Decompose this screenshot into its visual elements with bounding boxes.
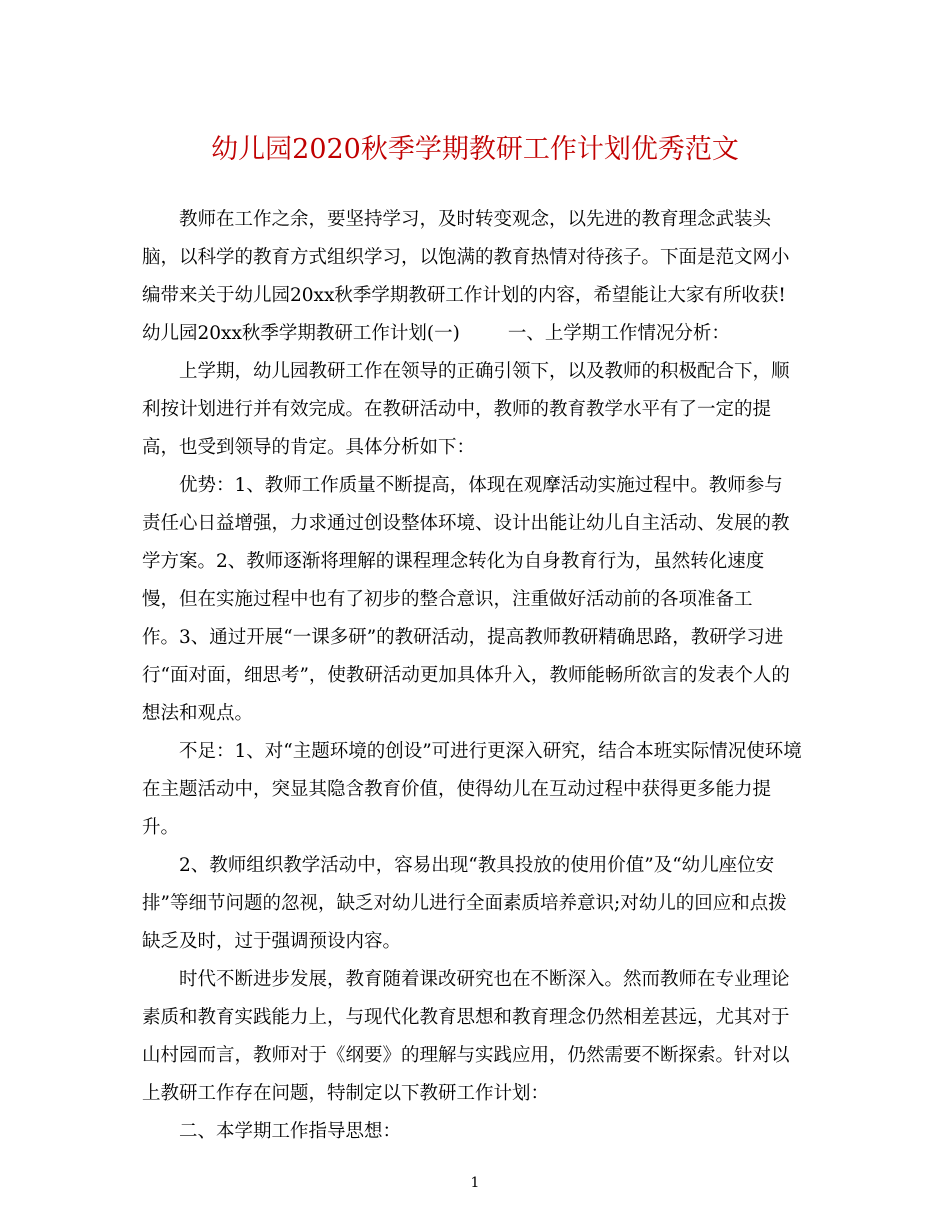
paragraph-line: 作。3、通过开展“一课多研”的教研活动，提高教师教研精确思路，教研学习进 — [142, 627, 784, 648]
paragraph-line: 2、教师组织教学活动中，容易出现“教具投放的使用价值”及“幼儿座位安 — [142, 855, 775, 876]
paragraph-line: 缺乏及时，过于强调预设内容。 — [142, 931, 402, 952]
paragraph-line: 编带来关于幼儿园20xx秋季学期教研工作计划的内容，希望能让大家有所收获! — [142, 285, 786, 306]
paragraph-line: 素质和教育实践能力上，与现代化教育思想和教育理念仍然相差甚远，尤其对于 — [142, 1007, 790, 1028]
paragraph-line: 山村园而言，教师对于《纲要》的理解与实践应用，仍然需要不断探索。针对以 — [142, 1045, 790, 1066]
paragraph-line: 时代不断进步发展，教育随着课改研究也在不断深入。然而教师在专业理论 — [142, 969, 790, 990]
paragraph-line: 二、本学期工作指导思想： — [142, 1121, 402, 1142]
paragraph-line: 脑，以科学的教育方式组织学习，以饱满的教育热情对待孩子。下面是范文网小 — [142, 247, 790, 268]
paragraph-line: 利按计划进行并有效完成。在教研活动中，教师的教育教学水平有了一定的提 — [142, 399, 772, 420]
paragraph-line: 想法和观点。 — [142, 703, 254, 724]
section-heading: 一、上学期工作情况分析： — [507, 323, 730, 344]
paragraph-line: 上教研工作存在问题，特制定以下教研工作计划： — [142, 1083, 550, 1104]
paragraph-line: 责任心日益增强，力求通过创设整体环境、设计出能让幼儿自主活动、发展的教 — [142, 513, 790, 534]
page-number: 1 — [470, 1175, 480, 1191]
paragraph-line: 学方案。2、教师逐渐将理解的课程理念转化为自身教育行为，虽然转化速度 — [142, 551, 765, 572]
paragraph-line: 上学期，幼儿园教研工作在领导的正确引领下，以及教师的积极配合下，顺 — [142, 361, 790, 382]
paragraph-line: 教师在工作之余，要坚持学习，及时转变观念，以先进的教育理念武装头 — [142, 209, 772, 230]
plan-heading: 幼儿园20xx秋季学期教研工作计划(一) — [142, 323, 460, 344]
paragraph-line: 排”等细节问题的忽视，缺乏对幼儿进行全面素质培养意识;对幼儿的回应和点拨 — [142, 893, 787, 914]
paragraph-line: 高，也受到领导的肯定。具体分析如下： — [142, 437, 476, 458]
document-title: 幼儿园2020秋季学期教研工作计划优秀范文 — [211, 134, 739, 165]
section-heading-line — [142, 322, 730, 346]
paragraph-line: 升。 — [142, 817, 180, 838]
paragraph-line: 优势：1、教师工作质量不断提高，体现在观摩活动实施过程中。教师参与 — [142, 475, 783, 496]
paragraph-line: 行“面对面，细思考”，使教研活动更加具体升入，教师能畅所欲言的发表个人的 — [142, 665, 790, 686]
paragraph-line: 在主题活动中，突显其隐含教育价值，使得幼儿在互动过程中获得更多能力提 — [142, 779, 772, 800]
paragraph-line: 不足：1、对“主题环境的创设”可进行更深入研究，结合本班实际情况使环境 — [142, 741, 802, 762]
paragraph-line: 慢，但在实施过程中也有了初步的整合意识，注重做好活动前的各项准备工 — [142, 589, 753, 610]
